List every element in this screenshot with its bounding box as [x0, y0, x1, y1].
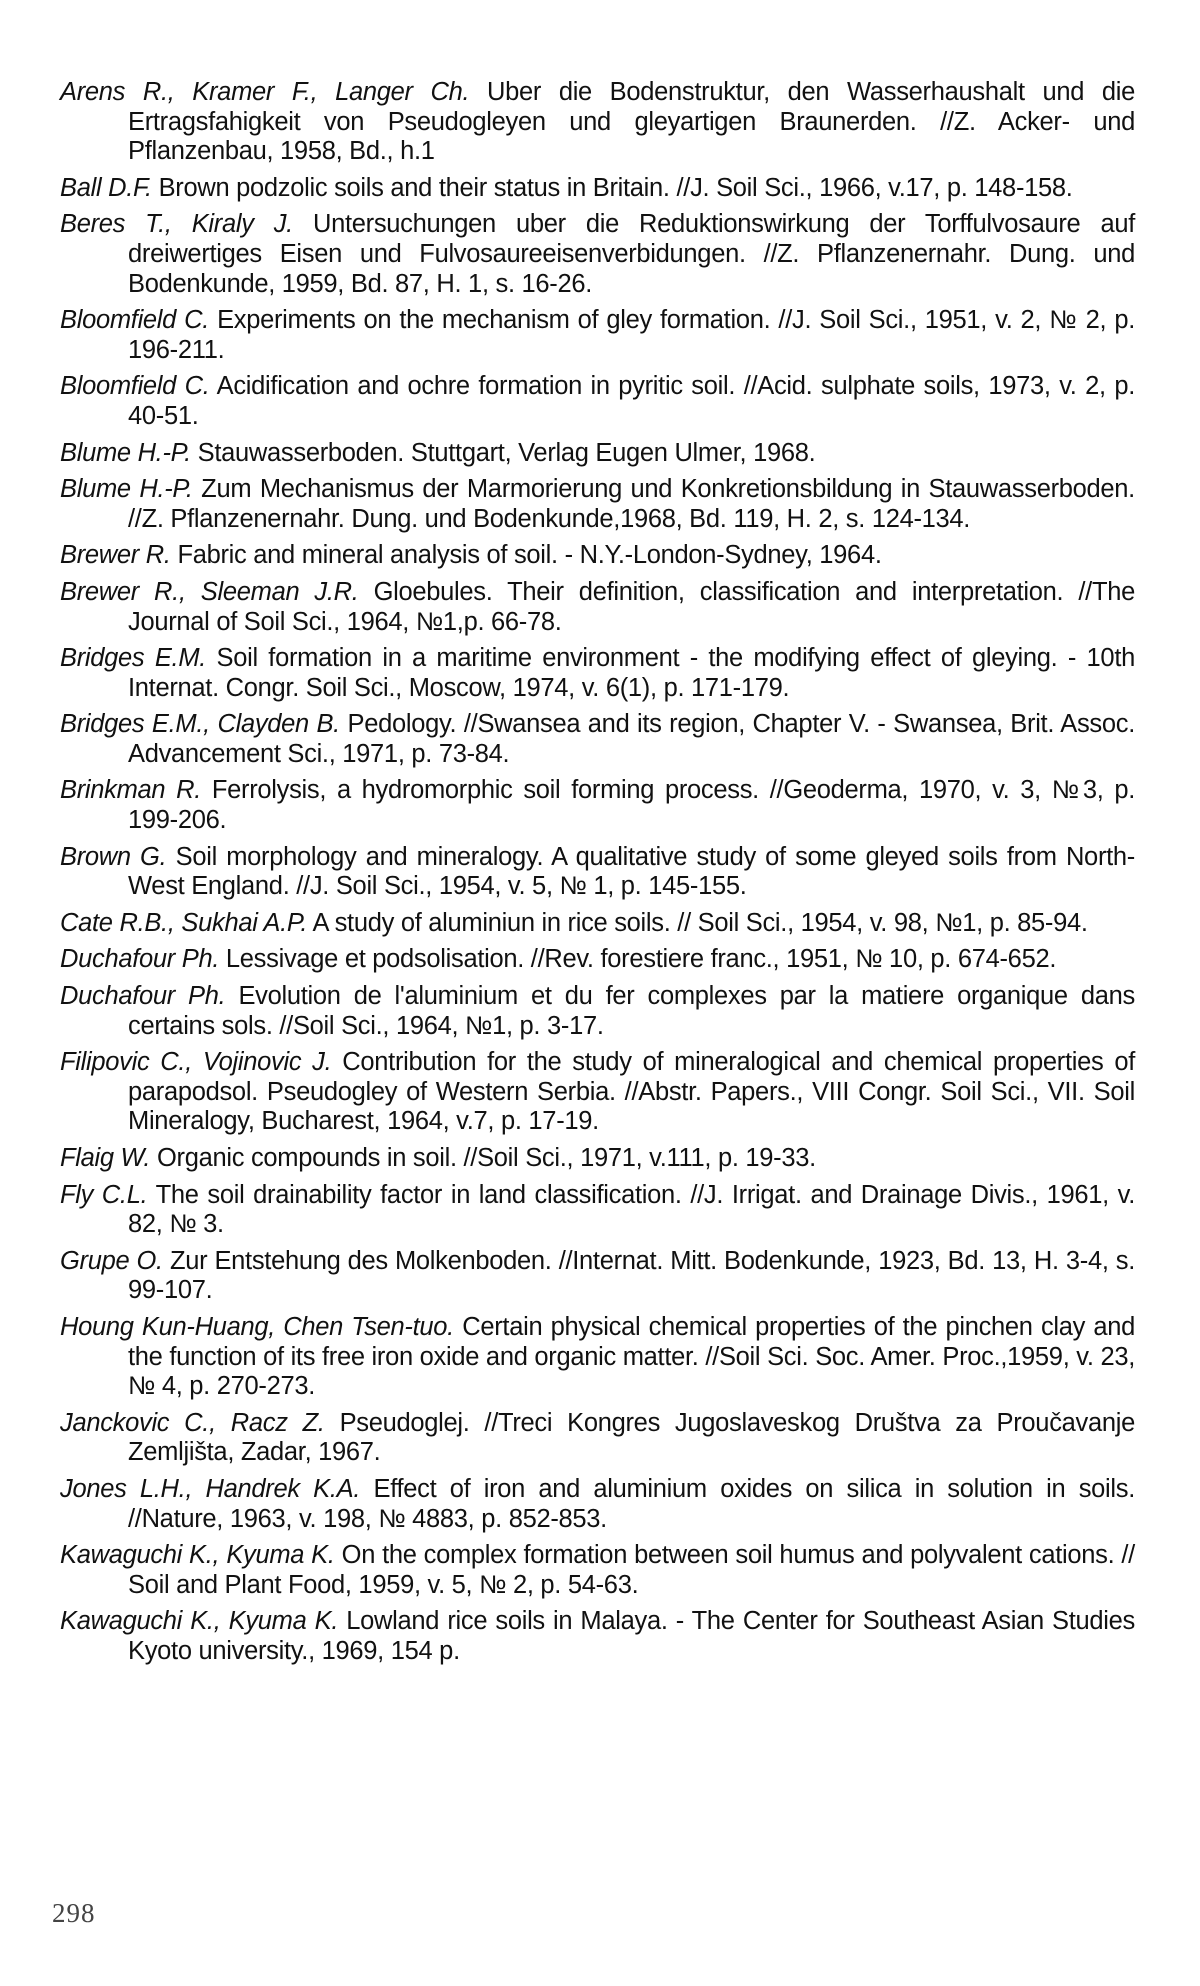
reference-entry: [60, 1048, 1135, 1137]
reference-text: Stauwasserboden. Stuttgart, Verlag Eugen Ulmer, 1968.: [197, 438, 816, 467]
reference-text: Certain physical chemical properties of the pinchen clay and the function of its free iron oxide and organic matter. //Soil Sci. Soc. Amer. Proc.,1959, v. 23, № 4, p. 270-273.: [128, 1312, 1135, 1401]
reference-authors: Brown G.: [60, 842, 167, 871]
reference-authors: Fly C.L.: [60, 1180, 148, 1209]
reference-text: Zum Mechanismus der Marmorierung und Konkretionsbildung in Stauwasserboden. //Z. Pflanzenernahr. Dung. und Bodenkunde,1968, Bd. 119, H. 2, s. 124-134.: [128, 475, 1135, 533]
reference-authors: Bridges E.M., Clayden B.: [60, 710, 340, 739]
reference-text: On the complex formation between soil humus and polyvalent cations. // Soil and Plant Food, 1959, v. 5, № 2, p. 54-63.: [128, 1541, 1135, 1599]
page-number: 298: [52, 1898, 96, 1928]
reference-text: Evolution de l'aluminium et du fer complexes par la matiere organique dans certains sols. //Soil Sci., 1964, №1, p. 3-17.: [128, 982, 1135, 1040]
reference-entry: [60, 710, 1135, 769]
reference-authors: Kawaguchi K., Kyuma K.: [60, 1607, 339, 1636]
reference-authors: Flaig W.: [60, 1144, 151, 1172]
reference-entry: [60, 439, 1135, 469]
reference-entry: [60, 1409, 1135, 1468]
reference-authors: Duchafour Ph.: [60, 982, 226, 1011]
reference-text: Lowland rice soils in Malaya. - The Center for Southeast Asian Studies Kyoto university., 1969, 154 p.: [128, 1607, 1135, 1665]
reference-entry: [60, 909, 1135, 939]
reference-entry: [60, 945, 1135, 975]
reference-text: Soil formation in a maritime environment - the modifying effect of gleying. - 10th Internat. Congr. Soil Sci., Moscow, 1974, v. 6(1), p. 171-179.: [128, 644, 1135, 702]
reference-authors: Brewer R.: [60, 541, 171, 570]
reference-authors: Cate R.B., Sukhai A.P.: [60, 908, 308, 937]
reference-authors: Arens R., Kramer F., Langer Ch.: [60, 78, 470, 106]
reference-text: Organic compounds in soil. //Soil Sci., 1971, v.111, p. 19-33.: [156, 1144, 816, 1172]
reference-text: Experiments on the mechanism of gley formation. //J. Soil Sci., 1951, v. 2, № 2, p. 196-211.: [128, 306, 1135, 364]
reference-entry: [60, 644, 1135, 703]
reference-authors: Duchafour Ph.: [60, 945, 220, 974]
reference-authors: Filipovic C., Vojinovic J.: [60, 1048, 332, 1077]
reference-text: Gloebules. Their definition, classification and interpretation. //The Journal of Soil Sci., 1964, №1,p. 66-78.: [128, 577, 1135, 636]
reference-text: Brown podzolic soils and their status in Britain. //J. Soil Sci., 1966, v.17, p. 148-158.: [158, 173, 1073, 202]
reference-entry: [60, 843, 1135, 902]
reference-entry: [60, 578, 1135, 637]
reference-entry: [60, 1475, 1135, 1534]
reference-list: [60, 78, 1135, 1674]
reference-entry: [60, 541, 1135, 571]
reference-entry: [60, 1607, 1135, 1666]
reference-entry: [60, 78, 1135, 167]
reference-entry: [60, 1313, 1135, 1402]
reference-text: Untersuchungen uber die Reduktionswirkung der Torffulvosaure auf dreiwertiges Eisen und Fulvosaureeisenverbidungen. //Z. Pflanzenernahr. Dung. und Bodenkunde, 1959, Bd. 87, H. 1, s. 16-26.: [128, 210, 1135, 298]
reference-entry: [60, 1247, 1135, 1306]
reference-entry: [60, 210, 1135, 299]
reference-entry: [60, 174, 1135, 204]
reference-authors: Janckovic C., Racz Z.: [60, 1408, 325, 1437]
reference-authors: Bloomfield C.: [60, 372, 210, 401]
reference-authors: Beres T., Kiraly J.: [60, 210, 293, 239]
reference-entry: [60, 982, 1135, 1041]
reference-entry: [60, 1181, 1135, 1240]
reference-authors: Brewer R., Sleeman J.R.: [60, 577, 359, 606]
reference-text: Pseudoglej. //Treci Kongres Jugoslaveskog Društva za Proučavanje Zemljišta, Zadar, 1967.: [128, 1408, 1135, 1467]
reference-text: Fabric and mineral analysis of soil. - N.Y.-London-Sydney, 1964.: [177, 541, 882, 570]
reference-entry: [60, 306, 1135, 365]
reference-text: Uber die Bodenstruktur, den Wasserhaushalt und die Ertragsfahigkeit von Pseudogleyen und gleyartigen Braunerden. //Z. Acker- und Pflanzenbau, 1958, Bd., h.1: [128, 78, 1135, 166]
reference-authors: Jones L.H., Handrek K.A.: [60, 1474, 361, 1503]
reference-text: Pedology. //Swansea and its region, Chapter V. - Swansea, Brit. Assoc. Advancement Sci., 1971, p. 73-84.: [128, 710, 1135, 768]
reference-authors: Blume H.-P.: [60, 475, 193, 504]
reference-authors: Brinkman R.: [60, 776, 202, 805]
reference-entry: [60, 776, 1135, 835]
reference-authors: Kawaguchi K., Kyuma K.: [60, 1541, 335, 1570]
reference-text: A study of aluminiun in rice soils. // Soil Sci., 1954, v. 98, №1, p. 85-94.: [312, 908, 1088, 937]
reference-text: The soil drainability factor in land classification. //J. Irrigat. and Drainage Divis., 1961, v. 82, № 3.: [128, 1180, 1135, 1239]
reference-text: Soil morphology and mineralogy. A qualitative study of some gleyed soils from North-West England. //J. Soil Sci., 1954, v. 5, № 1, p. 145-155.: [128, 842, 1135, 901]
reference-text: Lessivage et podsolisation. //Rev. forestiere franc., 1951, № 10, p. 674-652.: [225, 945, 1057, 974]
reference-entry: [60, 475, 1135, 534]
reference-text: Ferrolysis, a hydromorphic soil forming process. //Geoderma, 1970, v. 3, №3, p. 199-206.: [128, 776, 1135, 835]
reference-text: Contribution for the study of mineralogical and chemical properties of parapodsol. Pseudogley of Western Serbia. //Abstr. Papers., VIII Congr. Soil Sci., VII. Soil Mineralogy, Bucharest, 1964, v.7, p. 17-19.: [128, 1048, 1135, 1136]
reference-authors: Ball D.F.: [60, 173, 152, 202]
reference-authors: Bridges E.M.: [60, 644, 207, 673]
reference-authors: Houng Kun-Huang, Chen Tsen-tuo.: [60, 1312, 454, 1341]
reference-entry: [60, 372, 1135, 431]
reference-entry: [60, 1144, 1135, 1174]
reference-entry: [60, 1541, 1135, 1600]
reference-text: Zur Entstehung des Molkenboden. //Internat. Mitt. Bodenkunde, 1923, Bd. 13, H. 3-4, s. 99-107.: [128, 1246, 1135, 1305]
reference-authors: Blume H.-P.: [60, 438, 191, 467]
reference-authors: Grupe O.: [60, 1246, 163, 1275]
reference-authors: Bloomfield C.: [60, 306, 210, 335]
reference-text: Effect of iron and aluminium oxides on silica in solution in soils. //Nature, 1963, v. 198, № 4883, p. 852-853.: [128, 1474, 1135, 1533]
reference-text: Acidification and ochre formation in pyritic soil. //Acid. sulphate soils, 1973, v. 2, p. 40-51.: [128, 372, 1135, 430]
